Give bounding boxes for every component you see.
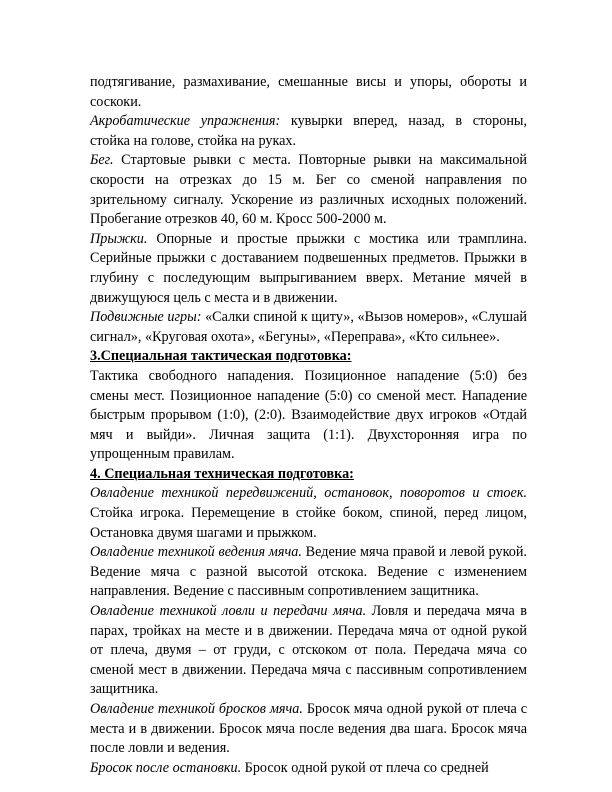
paragraph-text: Ведение мяча правой и левой рукой. Ведение мяча с разной высотой отскока. Ведение с изменением направления. Ведение с пассивным сопротивлением защитника. [90, 544, 527, 600]
paragraph-text: кувырки вперед, назад, в стороны, стойка на голове, стойка на руках. [90, 113, 528, 149]
paragraph-lead: Акробатические упражнения: [90, 113, 281, 130]
paragraph-gymnastics-elements [90, 73, 527, 112]
paragraph-outdoor-games [90, 308, 527, 347]
paragraph-lead: Прыжки. [90, 230, 148, 247]
paragraph-text: «Салки спиной к щиту», «Вызов номеров», «Слушай сигнал», «Круговая охота», «Бегуны», «Переправа», «Кто сильнее». [90, 309, 527, 345]
paragraph-shot-after-stop [90, 759, 527, 779]
paragraph-lead: Овладение техникой бросков мяча. [90, 701, 303, 717]
document-page [90, 73, 527, 778]
paragraph-lead: Овладение техникой передвижений, остановок, поворотов и стоек. [90, 485, 527, 502]
paragraph-text: Бросок мяча одной рукой от плеча с места и в движении. Бросок мяча после ведения два шага. Бросок мяча после ловли и ведения. [90, 701, 527, 757]
paragraph-movement-technique [90, 484, 527, 543]
paragraph-lead: Подвижные игры: [90, 309, 202, 326]
paragraph-lead: Овладение техникой ведения мяча. [90, 544, 302, 561]
paragraph-text: Опорные и простые прыжки с мостика или трамплина. Серийные прыжки с доставанием подвешенных предметов. Прыжки в глубину с последующим выпрыгиванием вверх. Метание мячей в движущуюся цель с места и в движении. [90, 230, 527, 306]
paragraph-jumps [90, 230, 527, 308]
paragraph-text: Тактика свободного нападения. Позиционное нападение (5:0) без смены мест. Позиционное нападение (5:0) со сменой мест. Нападение быстрым прорывом (1:0), (2:0). Взаимодействие двух игроков «Отдай мяч и выйди». Личная защита (1:1). Двухсторонняя игра по упрощенным правилам. [90, 367, 527, 463]
paragraph-acrobatics [90, 112, 527, 151]
paragraph-lead: Бег. [90, 152, 114, 169]
paragraph-text: подтягивание, размахивание, смешанные висы и упоры, обороты и соскоки. [90, 74, 527, 110]
paragraph-running [90, 151, 527, 229]
section-heading-tactical-training: 3.Специальная тактическая подготовка: [90, 348, 352, 365]
paragraph-shooting-technique [90, 700, 527, 759]
paragraph-text: Ловля и передача мяча в парах, тройках на месте и в движении. Передача мяча от одной рукой от плеча, двумя – от груди, с отскоком от пола. Передача мяча со сменой мест в движении. Передача мяча с пассивным сопротивлением защитника. [90, 603, 528, 698]
section-heading-technical-training: 4. Специальная техническая подготовка: [90, 465, 354, 482]
paragraph-lead: Овладение техникой ловли и передачи мяча. [90, 603, 367, 620]
paragraph-dribbling-technique [90, 543, 527, 602]
paragraph-text: Стойка игрока. Перемещение в стойке боком, спиной, перед лицом, Остановка двумя шагами и прыжком. [90, 505, 527, 541]
paragraph-passing-technique [90, 602, 527, 700]
paragraph-text: Бросок одной рукой от плеча со средней [241, 759, 489, 776]
paragraph-text: Стартовые рывки с места. Повторные рывки на максимальной скорости на отрезках до 15 м. Бег со сменой направления по зрительному сигналу. Ускорение из различных исходных положений. Пробегание отрезков 40, 60 м. Кросс 500-2000 м. [90, 152, 527, 228]
paragraph-tactics [90, 367, 527, 465]
paragraph-lead: Бросок после остановки. [90, 759, 242, 776]
